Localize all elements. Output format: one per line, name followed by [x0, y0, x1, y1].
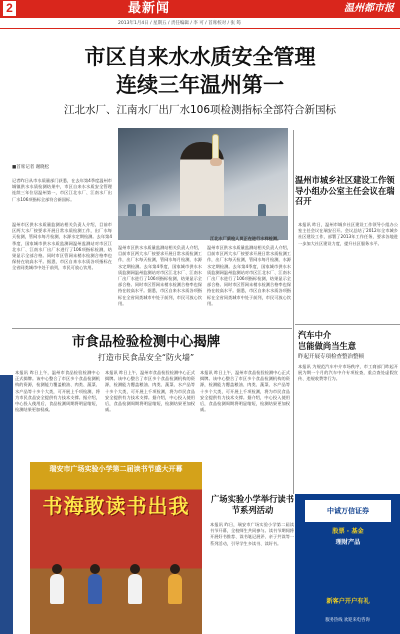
lead-body-col3: 温州市区供水水质量监测站相关负责人介绍，目前市区两大水厂按要求开展日常水质检测工作，出厂水每天检测，管网水每月检测，水源水定期检测。去年第4季度，国家城市供水水质监测网温州监测站对市区江北水厂、江南水厂出厂水进行了106项指标检测，结果显示全部合格。同时市区管网末梢水检测合格率也保持在较高水平。据悉，市区自来水水质各项指标在全省同类城市中处于前列，市民可放心饮用。 — [207, 245, 291, 306]
sidebar-story2-subtitle: 昨起开展专项检查整治整顿 — [298, 354, 365, 360]
ad-footer: 服务热线 欢迎来电咨询 — [325, 618, 370, 623]
sidebar-story2-body: 本报讯 为规范汽车中介市场秩序，市工商部门昨起开展为期一个月的汽车中介专项检查，重点查处虚假宣传、违规收费等行为。 — [298, 364, 398, 382]
festival-big-text: 书海敢读书出我 — [42, 494, 190, 518]
section-title: 最新闻 — [128, 1, 171, 16]
lead-body-col2: 温州市区供水水质量监测站相关负责人介绍，目前市区两大水厂按要求开展日常水质检测工作，出厂水每天检测，管网水每月检测，水源水定期检测。去年第4季度，国家城市供水水质监测网温州监测站对市区江北水厂、江南水厂出厂水进行了106项指标检测，结果显示全部合格。同时市区管网末梢水检测合格率也保持在较高水平。据悉，市区自来水水质各项指标在全省同类城市中处于前列，市民可放心饮用。 — [118, 245, 202, 306]
lead-byline: ■首席记者 谢晓松 — [12, 165, 50, 170]
lead-headline-line1: 市区自来水水质安全管理 — [84, 45, 316, 69]
page-number: 2 — [3, 1, 16, 16]
dateline: 2013年1月4日 / 星期五 / 责任编辑 / 李 可 / 首席校对 / 张 筠 — [118, 21, 241, 26]
school-headline: 广场实验小学举行读书节系列活动 — [211, 494, 294, 515]
ad-brand-logo: 中诚万信证券 — [305, 500, 391, 522]
sidebar-story1-title: 温州市城乡社区建设工作领导小组办公室主任会议在瑞召开 — [295, 175, 395, 206]
photo-caption: 江北水厂质检人员正在进行水样检测。 — [210, 236, 282, 241]
child-figure — [168, 574, 182, 604]
left-color-strip — [0, 375, 13, 634]
child-figure — [170, 564, 180, 574]
child-figure — [50, 574, 64, 604]
sidebar-story2-title2: 岂能做尚当生意 — [298, 341, 357, 351]
food-subheadline: 打造市民食品安全“防火墙” — [97, 353, 195, 362]
hand-shape — [210, 158, 222, 166]
child-figure — [88, 574, 102, 604]
sidebar-divider — [295, 324, 400, 325]
lead-subheadline: 江北水厂、江南水厂出厂水106项检测指标全部符合新国标 — [63, 104, 337, 116]
section-divider — [12, 328, 292, 329]
ad-line1: 股票 · 基金 — [332, 528, 364, 535]
child-figure — [90, 564, 100, 574]
food-body-col3: 本报讯 昨日上午，温州市食品检验检测中心正式揭牌。该中心整合了市区多个食品检测机构的资源，检测能力覆盖粮油、肉类、蔬菜、水产品等十多个大类，可开展上千项检测，将为市民食品安全提供有力技术支撑。据介绍，中心投入使用后，食品检测周期将明显缩短，检测结果更加权威。 — [200, 370, 290, 413]
column-divider — [293, 130, 294, 494]
child-figure — [52, 564, 62, 574]
sidebar-story2-title: 汽车中介 — [298, 330, 332, 340]
food-headline: 市食品检验检测中心揭牌 — [71, 334, 221, 350]
sidebar-story1 — [295, 175, 400, 207]
ad-line2: 理财产品 — [335, 539, 361, 546]
lead-body-col1: 温州市区供水水质量监测站相关负责人介绍，目前市区两大水厂按要求开展日常水质检测工作，出厂水每天检测，管网水每月检测，水源水定期检测。去年第4季度，国家城市供水水质监测网温州监测站对市区江北水厂、江南水厂出厂水进行了106项指标检测，结果显示全部合格。同时市区管网末梢水检测合格率也保持在较高水平。据悉，市区自来水水质各项指标在全省同类城市中处于前列，市民可放心饮用。 — [12, 222, 112, 271]
lead-headline-line2: 连续三年温州第一 — [116, 73, 284, 97]
sidebar-story1-body: 本报讯 昨日，温州市城乡社区建设工作领导小组办公室主任会议在瑞安召开。会议总结了2012年全市城乡社区建设工作，部署了2013年工作任务，要求各地进一步加大社区建设力度，提升社区服务水平。 — [298, 222, 398, 246]
festival-banner: 瑞安市广场实验小学第二届读书节盛大开幕 — [49, 465, 183, 473]
child-figure — [130, 564, 140, 574]
lead-photo — [118, 128, 288, 240]
food-body-col2: 本报讯 昨日上午，温州市食品检验检测中心正式揭牌。该中心整合了市区多个食品检测机构的资源，检测能力覆盖粮油、肉类、蔬菜、水产品等十多个大类，可开展上千项检测，将为市民食品安全提供有力技术支撑。据介绍，中心投入使用后，食品检测周期将明显缩短，检测结果更加权威。 — [105, 370, 195, 413]
child-figure — [128, 574, 142, 604]
header-rule — [0, 28, 400, 29]
newspaper-logo: 温州都市报 — [344, 3, 394, 14]
advertisement — [295, 494, 400, 634]
ad-line3: 新客户开户有礼 — [326, 598, 370, 605]
school-body: 本报讯 昨日，瑞安市广场实验小学第二届读书节开幕，全校师生共同参与。读书节期间将开展好书推荐、读书笔记展评、亲子共读等一系列活动，引导学生多读书、读好书。 — [210, 522, 294, 546]
lead-intro: 记者昨日从市水质量部门获悉，在去年第4季度温州市城镇供水水质检测结果中，市区自来水水质安全管理连续三年位居温州第一，市区江北水厂、江南水厂出厂水106项指标全部符合新国标。 — [12, 178, 112, 202]
food-body-col1: 本报讯 昨日上午，温州市食品检验检测中心正式揭牌。该中心整合了市区多个食品检测机构的资源，检测能力覆盖粮油、肉类、蔬菜、水产品等十多个大类，可开展上千项检测，将为市民食品安全提供有力技术支撑。据介绍，中心投入使用后，食品检测周期将明显缩短，检测结果更加权威。 — [15, 370, 100, 413]
masthead-bar — [0, 0, 400, 18]
reading-festival-photo — [30, 462, 202, 634]
